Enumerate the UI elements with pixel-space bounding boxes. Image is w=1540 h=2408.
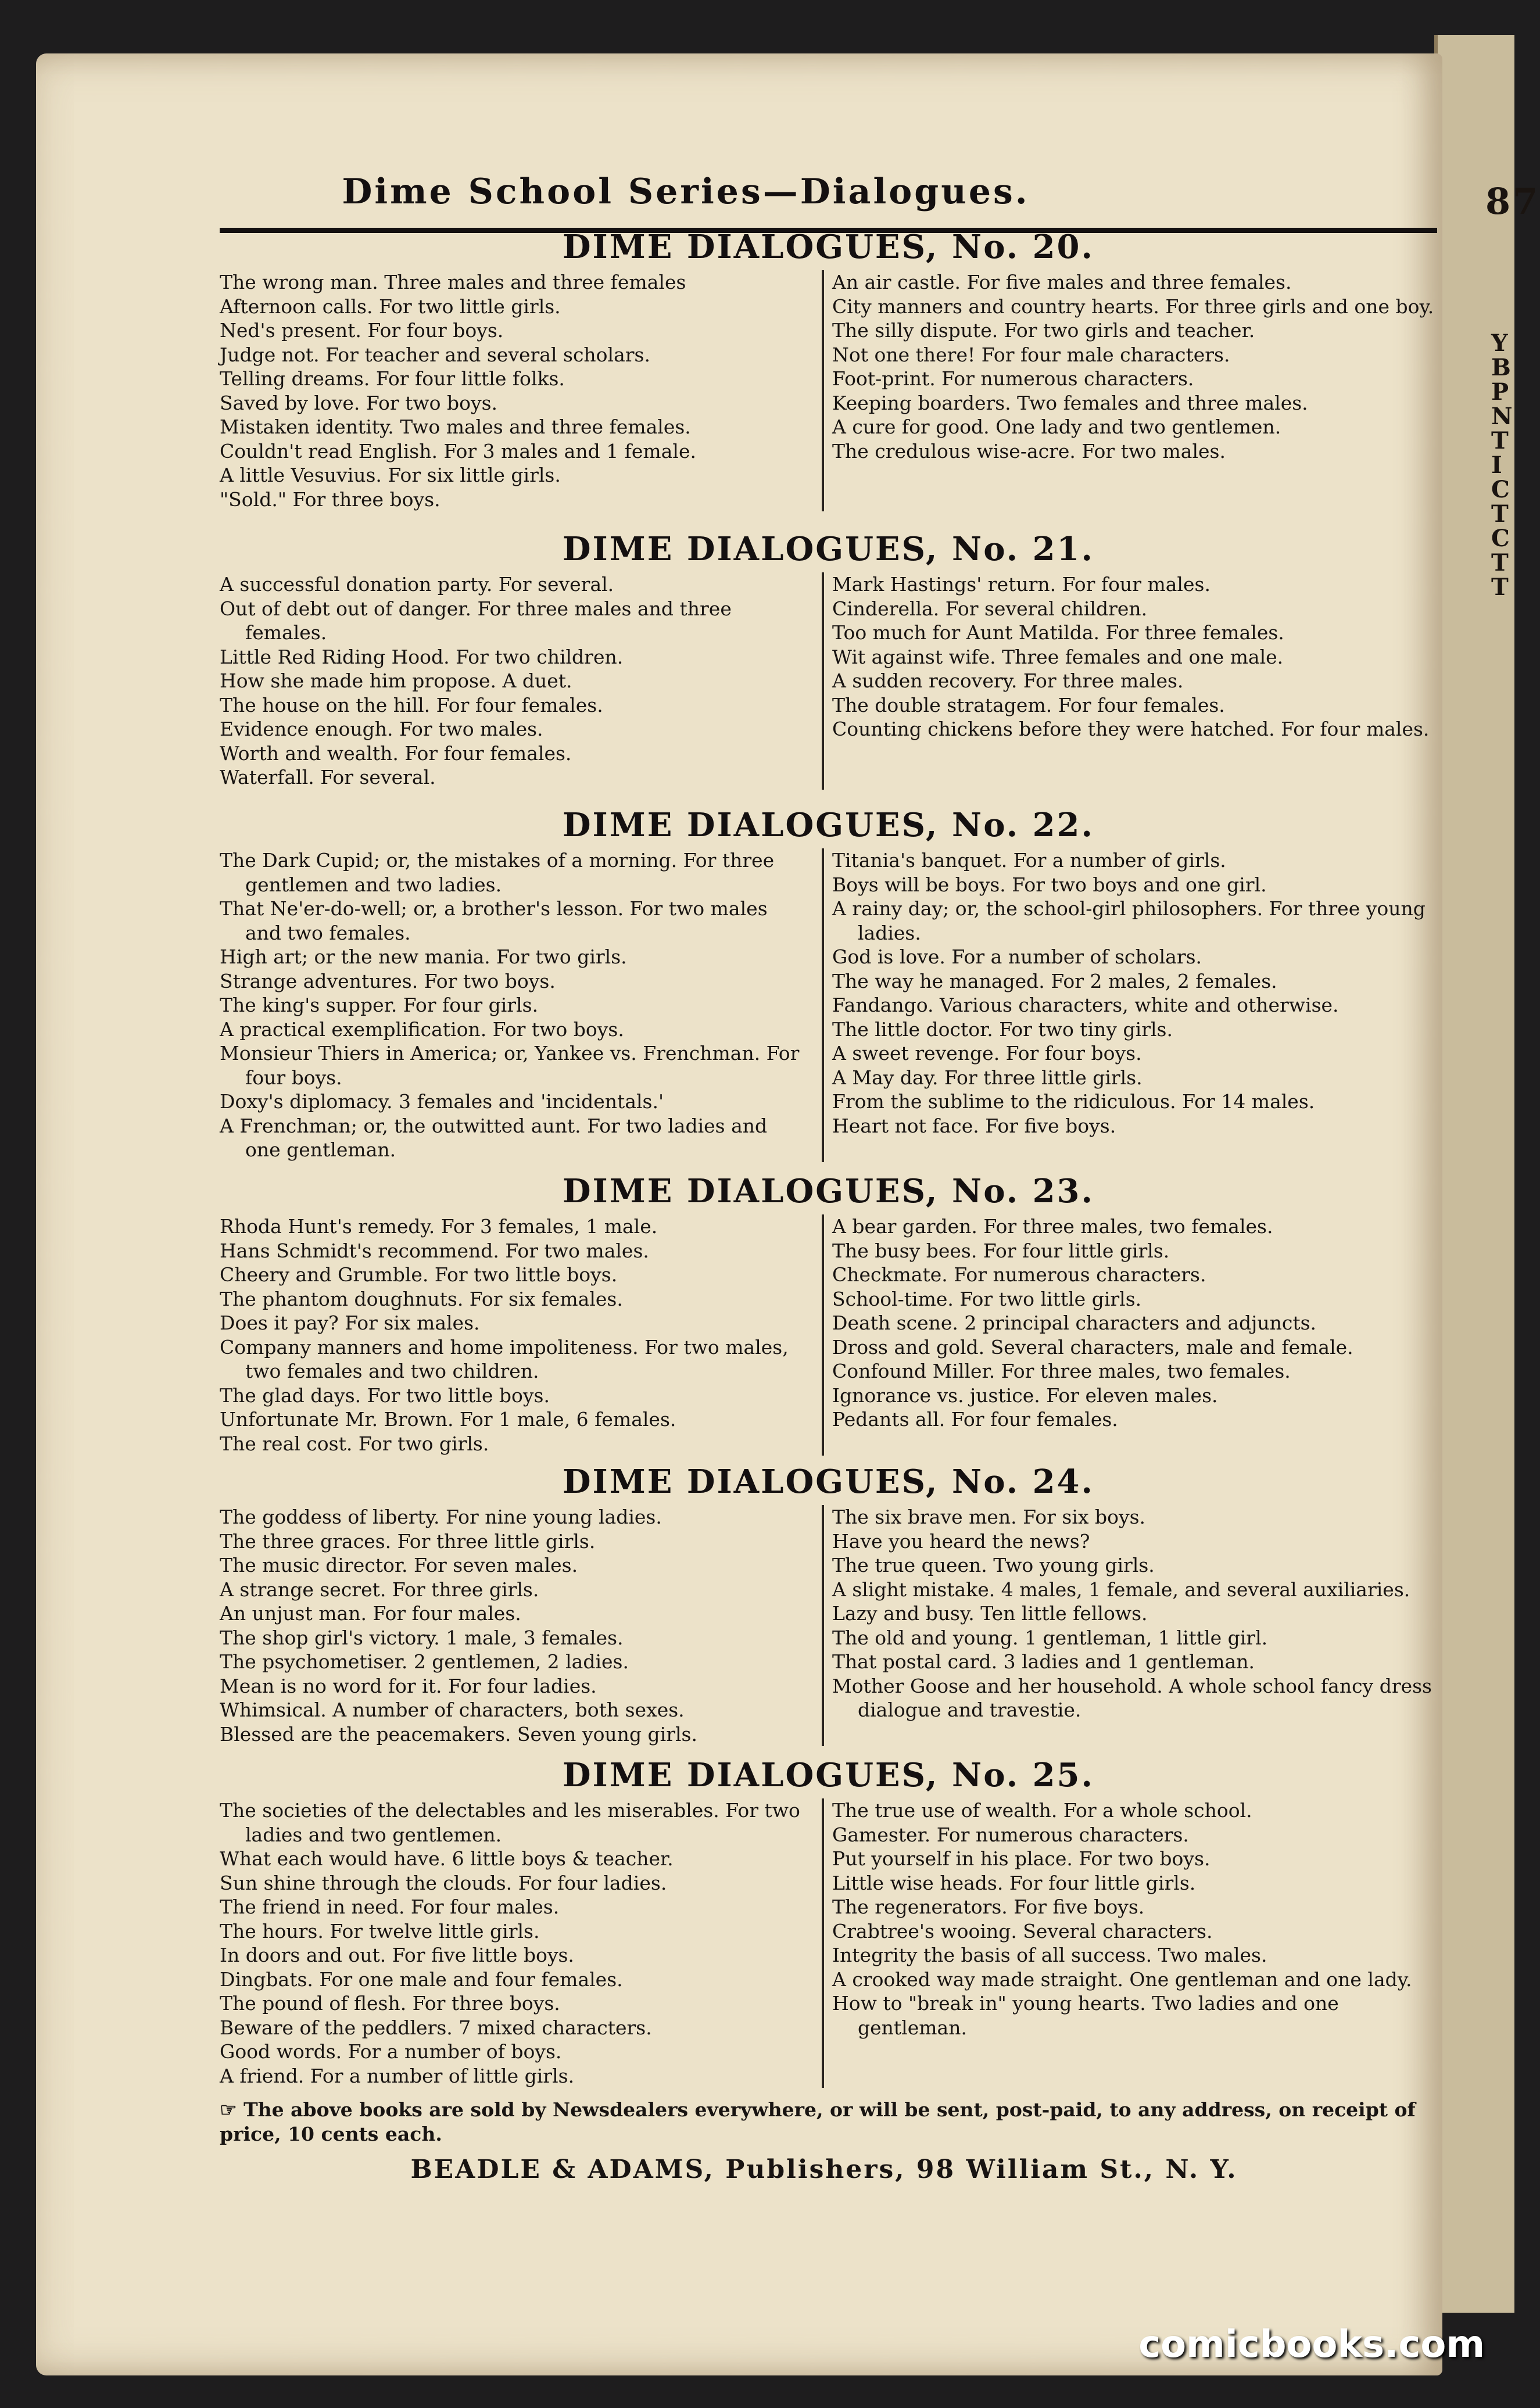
dialogue-entry: Good words. For a number of boys.	[220, 2040, 562, 2063]
dialogue-entry: Boys will be boys. For two boys and one girl.	[832, 873, 1267, 896]
section-title: DIME DIALOGUES, No. 20.	[562, 228, 1095, 266]
left-column	[220, 848, 801, 1162]
dialogue-entry: Afternoon calls. For two little girls.	[220, 295, 561, 318]
dialogue-section	[220, 802, 1437, 1162]
dialogue-entry: A Frenchman; or, the outwitted aunt. For two ladies and one gentleman.	[220, 1114, 768, 1161]
dialogue-entry: Fandango. Various characters, white and otherwise.	[832, 994, 1339, 1016]
dialogue-entry: The shop girl's victory. 1 male, 3 females.	[220, 1626, 624, 1649]
dialogue-entry: Cheery and Grumble. For two little boys.	[220, 1263, 618, 1286]
dialogue-section	[220, 526, 1437, 790]
dialogue-entry: Beware of the peddlers. 7 mixed characters.	[220, 2016, 652, 2039]
dialogue-entry: The house on the hill. For four females.	[220, 693, 603, 716]
section-title: DIME DIALOGUES, No. 22.	[562, 806, 1095, 844]
edge-letter: C	[1491, 476, 1510, 503]
dialogue-entry: Rhoda Hunt's remedy. For 3 females, 1 male.	[220, 1215, 658, 1238]
dialogue-entry: Ned's present. For four boys.	[220, 319, 504, 342]
dialogue-entry: The double stratagem. For four females.	[832, 693, 1225, 716]
dialogue-entry: Unfortunate Mr. Brown. For 1 male, 6 females.	[220, 1408, 676, 1431]
dialogue-entry: The king's supper. For four girls.	[220, 994, 539, 1016]
dialogue-entry: The true use of wealth. For a whole school.	[832, 1799, 1252, 1822]
dialogue-entry: A bear garden. For three males, two females.	[832, 1215, 1273, 1238]
dialogue-entry: That Ne'er-do-well; or, a brother's lesson. For two males and two females.	[220, 897, 768, 944]
right-column	[822, 270, 1437, 511]
edge-letter: B	[1491, 354, 1511, 381]
dialogue-entry: That postal card. 3 ladies and 1 gentleman.	[832, 1650, 1255, 1673]
edge-letter: T	[1491, 427, 1509, 454]
dialogue-entry: A successful donation party. For several.	[220, 573, 614, 596]
dialogue-entry: Dross and gold. Several characters, male and female.	[832, 1335, 1353, 1359]
section-title: DIME DIALOGUES, No. 24.	[562, 1463, 1095, 1501]
left-column	[220, 1214, 801, 1456]
section-columns	[220, 572, 1437, 790]
dialogue-entry: A sweet revenge. For four boys.	[832, 1042, 1142, 1065]
right-column	[822, 1214, 1437, 1456]
dialogue-entry: A practical exemplification. For two boys.	[220, 1017, 624, 1041]
right-column	[822, 1505, 1437, 1746]
dialogue-entry: Whimsical. A number of characters, both sexes.	[220, 1698, 685, 1721]
dialogue-entry: The music director. For seven males.	[220, 1554, 578, 1576]
right-column	[822, 1798, 1437, 2088]
dialogue-entry: Wit against wife. Three females and one male.	[832, 645, 1284, 668]
edge-letter: N	[1491, 403, 1513, 430]
dialogue-entry: An air castle. For five males and three females.	[832, 271, 1292, 293]
dialogue-entry: Counting chickens before they were hatched. For four males.	[832, 718, 1430, 740]
dialogue-entry: An unjust man. For four males.	[220, 1602, 521, 1625]
dialogue-entry: Foot-print. For numerous characters.	[832, 367, 1194, 390]
dialogue-entry: Mother Goose and her household. A whole school fancy dress dialogue and travestie.	[832, 1674, 1432, 1721]
dialogue-entry: Confound Miller. For three males, two females.	[832, 1360, 1291, 1382]
dialogue-entry: Hans Schmidt's recommend. For two males.	[220, 1239, 649, 1262]
dialogue-entry: Integrity the basis of all success. Two males.	[832, 1944, 1267, 1966]
dialogue-entry: Ignorance vs. justice. For eleven males.	[832, 1384, 1218, 1407]
dialogue-entry: The societies of the delectables and les miserables. For two ladies and two gentlemen.	[220, 1799, 800, 1846]
dialogue-entry: "Sold." For three boys.	[220, 488, 440, 511]
footnote: ☞ The above books are sold by Newsdealers everywhere, or will be sent, post-paid, to any address, on receipt of price, 10 cents each.	[220, 2098, 1416, 2145]
dialogue-entry: Judge not. For teacher and several scholars.	[220, 343, 650, 366]
section-columns	[220, 270, 1437, 511]
edge-letter: T	[1491, 500, 1509, 528]
dialogue-entry: Checkmate. For numerous characters.	[832, 1263, 1206, 1286]
dialogue-section	[220, 1459, 1437, 1746]
dialogue-entry: The friend in need. For four males.	[220, 1895, 560, 1918]
dialogue-entry: Strange adventures. For two boys.	[220, 969, 556, 992]
edge-letter: I	[1491, 451, 1502, 479]
dialogue-entry: A sudden recovery. For three males.	[832, 669, 1184, 692]
dialogue-entry: Evidence enough. For two males.	[220, 718, 543, 740]
edge-letter: P	[1491, 378, 1509, 406]
dialogue-entry: A cure for good. One lady and two gentlemen.	[832, 415, 1281, 438]
dialogue-entry: The credulous wise-acre. For two males.	[832, 439, 1226, 463]
dialogue-entry: A rainy day; or, the school-girl philosophers. For three young ladies.	[832, 897, 1426, 944]
dialogue-entry: Does it pay? For six males.	[220, 1311, 480, 1334]
dialogue-entry: Worth and wealth. For four females.	[220, 741, 572, 765]
page-header: Dime School Series—Dialogues.	[342, 171, 1030, 212]
section-columns	[220, 848, 1437, 1162]
left-column	[220, 1798, 801, 2088]
dialogue-entry: Have you heard the news?	[832, 1529, 1090, 1553]
dialogue-entry: The six brave men. For six boys.	[832, 1506, 1146, 1528]
dialogue-entry: The regenerators. For five boys.	[832, 1895, 1145, 1918]
dialogue-entry: High art; or the new mania. For two girls.	[220, 945, 627, 968]
dialogue-entry: Couldn't read English. For 3 males and 1 female.	[220, 439, 696, 463]
section-title: DIME DIALOGUES, No. 25.	[562, 1756, 1095, 1794]
dialogue-entry: Little Red Riding Hood. For two children.	[220, 645, 624, 668]
dialogue-entry: City manners and country hearts. For three girls and one boy.	[832, 295, 1434, 318]
dialogue-entry: Out of debt out of danger. For three males and three females.	[220, 597, 732, 644]
edge-letter: T	[1491, 549, 1509, 576]
edge-letter: C	[1491, 525, 1510, 552]
dialogue-entry: The real cost. For two girls.	[220, 1432, 489, 1455]
edge-letter: T	[1491, 574, 1509, 601]
dialogue-entry: The glad days. For two little boys.	[220, 1384, 550, 1407]
left-column	[220, 1505, 801, 1746]
section-columns	[220, 1505, 1437, 1746]
dialogue-entry: Telling dreams. For four little folks.	[220, 367, 565, 390]
dialogue-entry: Pedants all. For four females.	[832, 1408, 1118, 1431]
dialogue-entry: The silly dispute. For two girls and teacher.	[832, 319, 1255, 342]
dialogue-entry: In doors and out. For five little boys.	[220, 1944, 574, 1966]
next-page-letters	[1491, 331, 1514, 600]
dialogue-entry: Doxy's diplomacy. 3 females and 'incidentals.'	[220, 1090, 664, 1113]
dialogue-entry: Death scene. 2 principal characters and adjuncts.	[832, 1311, 1317, 1334]
dialogue-entry: Crabtree's wooing. Several characters.	[832, 1919, 1213, 1943]
dialogue-entry: Little wise heads. For four little girls.	[832, 1871, 1196, 1894]
dialogue-entry: The Dark Cupid; or, the mistakes of a morning. For three gentlemen and two ladies.	[220, 849, 775, 896]
publisher-line: BEADLE & ADAMS, Publishers, 98 William St., N. Y.	[410, 2155, 1238, 2184]
section-columns	[220, 1214, 1437, 1456]
dialogue-entry: A friend. For a number of little girls.	[220, 2064, 575, 2087]
dialogue-entry: God is love. For a number of scholars.	[832, 945, 1202, 968]
dialogue-entry: Mean is no word for it. For four ladies.	[220, 1674, 597, 1697]
dialogue-section	[220, 224, 1437, 511]
left-column	[220, 270, 801, 511]
dialogue-entry: School-time. For two little girls.	[832, 1287, 1142, 1310]
dialogue-entry: The goddess of liberty. For nine young ladies.	[220, 1506, 662, 1528]
dialogue-entry: A May day. For three little girls.	[832, 1066, 1143, 1089]
dialogue-section	[220, 1168, 1437, 1456]
dialogue-entry: The three graces. For three little girls.	[220, 1529, 596, 1553]
dialogue-entry: Mistaken identity. Two males and three females.	[220, 415, 691, 438]
dialogue-entry: Heart not face. For five boys.	[832, 1114, 1116, 1137]
edge-letter: Y	[1491, 329, 1508, 357]
dialogue-entry: Dingbats. For one male and four females.	[220, 1968, 623, 1991]
dialogue-entry: The phantom doughnuts. For six females.	[220, 1287, 623, 1310]
watermark: comicbooks.com	[1138, 2323, 1485, 2366]
dialogue-entry: The wrong man. Three males and three females	[220, 271, 686, 293]
dialogue-entry: Sun shine through the clouds. For four ladies.	[220, 1871, 667, 1894]
dialogue-entry: Waterfall. For several.	[220, 766, 436, 789]
dialogue-entry: The little doctor. For two tiny girls.	[832, 1017, 1173, 1041]
section-title: DIME DIALOGUES, No. 23.	[562, 1172, 1095, 1210]
dialogue-entry: Keeping boarders. Two females and three males.	[832, 391, 1308, 414]
dialogue-entry: Lazy and busy. Ten little fellows.	[832, 1602, 1148, 1625]
dialogue-entry: Saved by love. For two boys.	[220, 391, 498, 414]
dialogue-entry: Cinderella. For several children.	[832, 597, 1148, 620]
next-page-number: 87	[1485, 180, 1540, 223]
dialogue-entry: The way he managed. For 2 males, 2 females.	[832, 969, 1277, 992]
dialogue-entry: How she made him propose. A duet.	[220, 669, 572, 692]
dialogue-entry: From the sublime to the ridiculous. For 14 males.	[832, 1090, 1315, 1113]
left-column	[220, 572, 801, 790]
right-column	[822, 572, 1437, 790]
next-page-edge	[1434, 35, 1540, 2313]
dialogue-entry: The psychometiser. 2 gentlemen, 2 ladies.	[220, 1650, 629, 1673]
right-column	[822, 848, 1437, 1162]
dialogue-entry: A strange secret. For three girls.	[220, 1578, 539, 1601]
dialogue-entry: The busy bees. For four little girls.	[832, 1239, 1170, 1262]
dialogue-entry: What each would have. 6 little boys & teacher.	[220, 1847, 674, 1870]
dialogue-entry: The hours. For twelve little girls.	[220, 1919, 540, 1943]
dialogue-entry: Monsieur Thiers in America; or, Yankee vs. Frenchman. For four boys.	[220, 1042, 800, 1089]
dialogue-entry: Blessed are the peacemakers. Seven young girls.	[220, 1722, 697, 1746]
section-title: DIME DIALOGUES, No. 21.	[562, 530, 1095, 568]
dialogue-entry: Company manners and home impoliteness. For two males, two females and two children.	[220, 1335, 789, 1382]
dialogue-entry: Put yourself in his place. For two boys.	[832, 1847, 1210, 1870]
dialogue-entry: A slight mistake. 4 males, 1 female, and several auxiliaries.	[832, 1578, 1410, 1601]
dialogue-entry: Gamester. For numerous characters.	[832, 1823, 1189, 1846]
dialogue-entry: The pound of flesh. For three boys.	[220, 1992, 560, 2015]
dialogue-section	[220, 1752, 1437, 2088]
dialogue-entry: The old and young. 1 gentleman, 1 little girl.	[832, 1626, 1268, 1649]
dialogue-entry: Mark Hastings' return. For four males.	[832, 573, 1210, 596]
section-columns	[220, 1798, 1437, 2088]
dialogue-entry: The true queen. Two young girls.	[832, 1554, 1155, 1576]
dialogue-entry: A little Vesuvius. For six little girls.	[220, 464, 561, 486]
dialogue-entry: Not one there! For four male characters.	[832, 343, 1230, 366]
dialogue-entry: Titania's banquet. For a number of girls.	[832, 849, 1226, 872]
dialogue-entry: Too much for Aunt Matilda. For three females.	[832, 621, 1284, 644]
dialogue-entry: A crooked way made straight. One gentleman and one lady.	[832, 1968, 1412, 1991]
dialogue-entry: How to "break in" young hearts. Two ladies and one gentleman.	[832, 1992, 1339, 2039]
